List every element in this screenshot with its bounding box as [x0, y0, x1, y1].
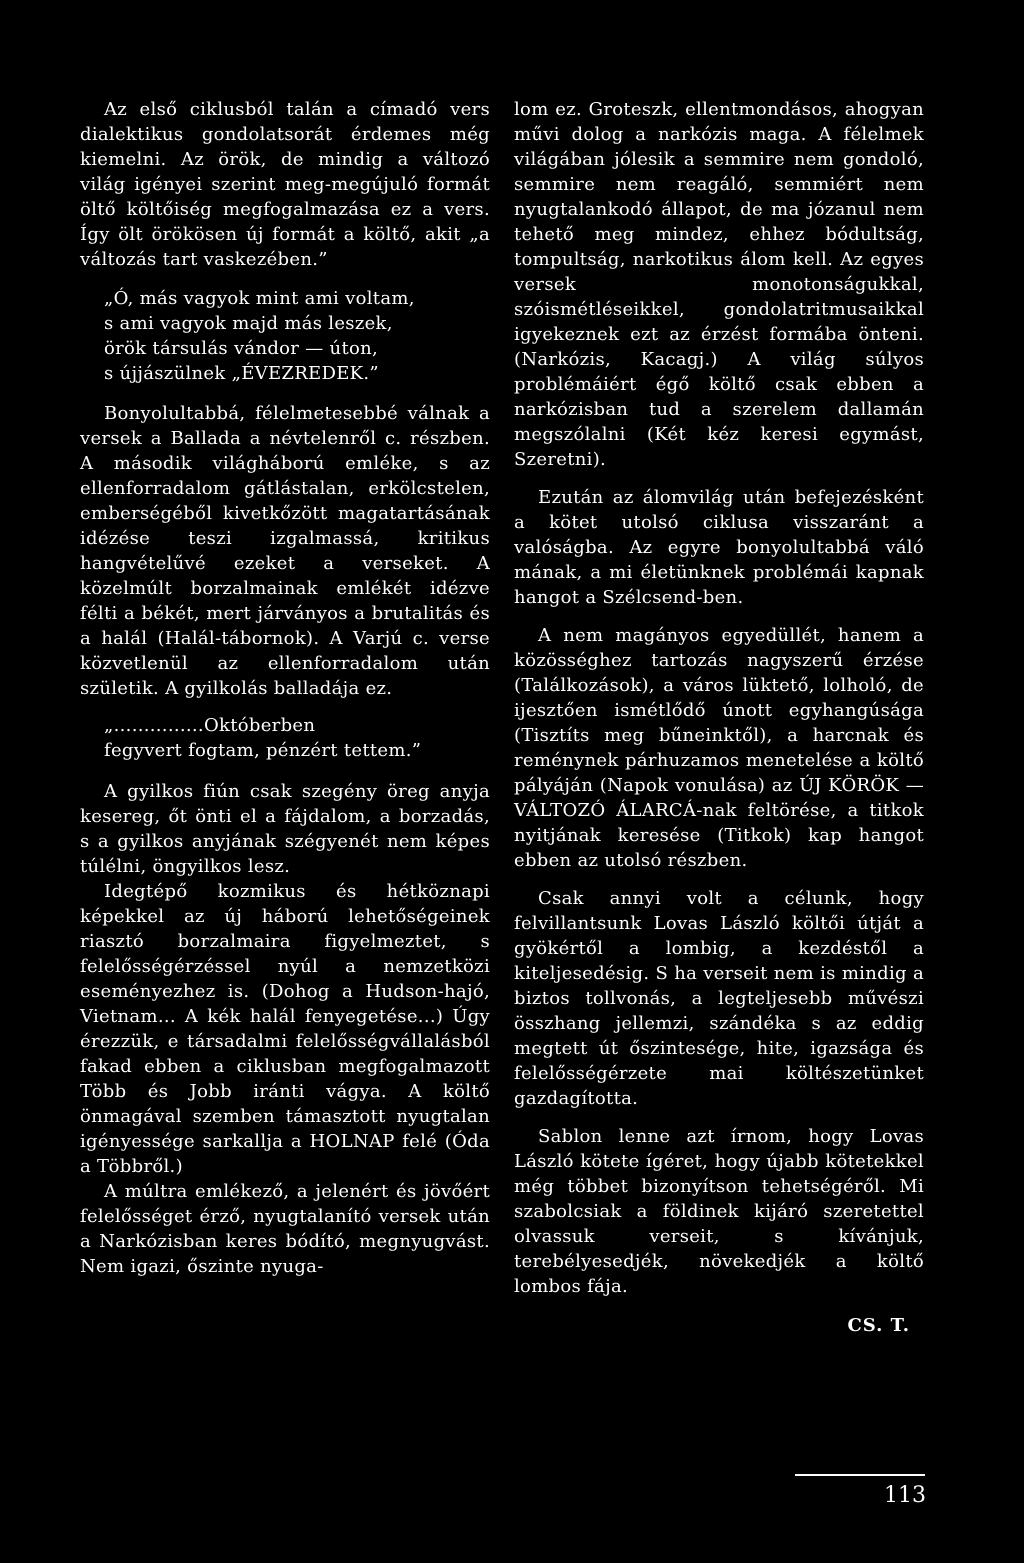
paragraph: A múltra emlékező, a jelenért és jövőért felelősséget érző, nyugtalanító versek után a Narkózisban keres bódító, megnyugvást. Nem igazi, őszinte nyuga-: [80, 1181, 490, 1277]
footer-rule: [795, 1474, 925, 1476]
paragraph: Bonyolultabbá, félelmetesebbé válnak a versek a Ballada a névtelenről c. részben. A második világháború emléke, s az ellenforradalom gátlástalan, erkölcstelen, emberségéből kivetkőzött magatartásának idézése teszi izgalmassá, kritikus hangvételűvé ezeket a verseket. A közelmúlt borzalmainak emlékét idézve félti a békét, mert járványos a brutalitás és a halál (Halál-tábornok). A Varjú c. verse közvetlenül az ellenforradalom után születik. A gyilkolás balladája ez.: [80, 403, 490, 699]
paragraph: lom ez. Groteszk, ellentmondásos, ahogyan művi dolog a narkózis maga. A félelmek világában jólesik a semmire nem gondoló, semmire nem reagáló, semmiért nem nyugtalankodó állapot, de ma józanul nem tehető meg mindez, ehhez bódultság, tompultság, narkotikus álom kell. Az egyes versek monotonságukkal, szóismétléseikkel, gondolatritmusaikkal igyekeznek ezt az érzést formába önteni. (Narkózis, Kacagj.) A világ súlyos problémáiért égő költő csak ebben a narkózisban tud a szerelem dallamán megszólalni (Két kéz keresi egymást, Szeretni).: [514, 99, 924, 470]
verse-quote: [104, 713, 490, 763]
left-column: [80, 97, 490, 1279]
verse-line: örök társulás vándor — úton,: [104, 338, 379, 359]
paragraph: Csak annyi volt a célunk, hogy felvillantsunk Lovas László költői útját a gyökértől a lombig, a kezdéstől a kiteljesedésig. S ha verseit nem is mindig a biztos tollvonás, a legteljesebb művészi összhang jellemzi, szándéka s az eddig megtett út őszintesége, hite, igazsága és felelősségérzete mai költészetünket gazdagította.: [514, 888, 924, 1109]
author-signature: CS. T.: [847, 1315, 910, 1336]
right-column: [514, 97, 924, 1338]
page-number: 113: [884, 1483, 926, 1508]
verse-line: s újjászülnek „ÉVEZREDEK.”: [104, 363, 379, 384]
paragraph: Sablon lenne azt írnom, hogy Lovas László kötete ígéret, hogy újabb kötetekkel még többet bizonyítson tehetségéről. Mi szabolcsiak a földinek kijáró szeretettel olvassuk verseit, s kívánjuk, terebélyesedjék, növekedjék a költő lombos fája.: [514, 1126, 924, 1297]
paragraph: A nem magányos egyedüllét, hanem a közösséghez tartozás nagyszerű érzése (Találkozások), a város lüktető, lolholó, de ijesztően ismétlődő únott egyhangúsága (Tisztíts meg bűneinktől), a harcnak és reménynek párhuzamos menetelése a költő pályáján (Napok vonulása) az ÚJ KÖRÖK — VÁLTOZÓ ÁLARCÁ-nak feltörése, a titkok nyitjának keresése (Titkok) kap hangot ebben az utolsó részben.: [514, 625, 924, 871]
verse-quote: [104, 286, 490, 386]
verse-line: fegyvert fogtam, pénzért tettem.”: [104, 740, 422, 761]
verse-line: „Ó, más vagyok mint ami voltam,: [104, 288, 415, 309]
paragraph: Idegtépő kozmikus és hétköznapi képekkel az új háború lehetőségeinek riasztó borzalmaira figyelmeztet, s felelősségérzéssel nyúl a nemzetközi eseményezhez is. (Dohog a Hudson-hajó, Vietnam... A kék halál fenyegetése...) Úgy érezzük, e társadalmi felelősségvállalásból fakad ebben a ciklusban megfogalmazott Több és Jobb iránti vágya. A költő önmagával szemben támasztott nyugtalan igényessége sarkallja a HOLNAP felé (Óda a Többről.): [80, 881, 490, 1177]
paragraph: Az első ciklusból talán a címadó vers dialektikus gondolatsorát érdemes még kiemelni. Az örök, de mindig a változó világ igényei szerint meg-megújuló formát öltő költőiség megfogalmazása ez a vers. Így ölt örökösen új formát a költő, akit „a változás tart vaskezében.”: [80, 99, 490, 270]
verse-line: s ami vagyok majd más leszek,: [104, 313, 393, 334]
paragraph: A gyilkos fiún csak szegény öreg anyja kesereg, őt önti el a fájdalom, a borzadás, s a gyilkos anyjának szégyenét nem képes túlélni, öngyilkos lesz.: [80, 781, 490, 877]
verse-line: „...............Októberben: [104, 715, 316, 736]
paragraph: Ezután az álomvilág után befejezésként a kötet utolsó ciklusa visszaránt a valóságba. Az egyre bonyolultabbá váló mának, a mi életünknek problémái kapnak hangot a Szélcsend-ben.: [514, 487, 924, 608]
